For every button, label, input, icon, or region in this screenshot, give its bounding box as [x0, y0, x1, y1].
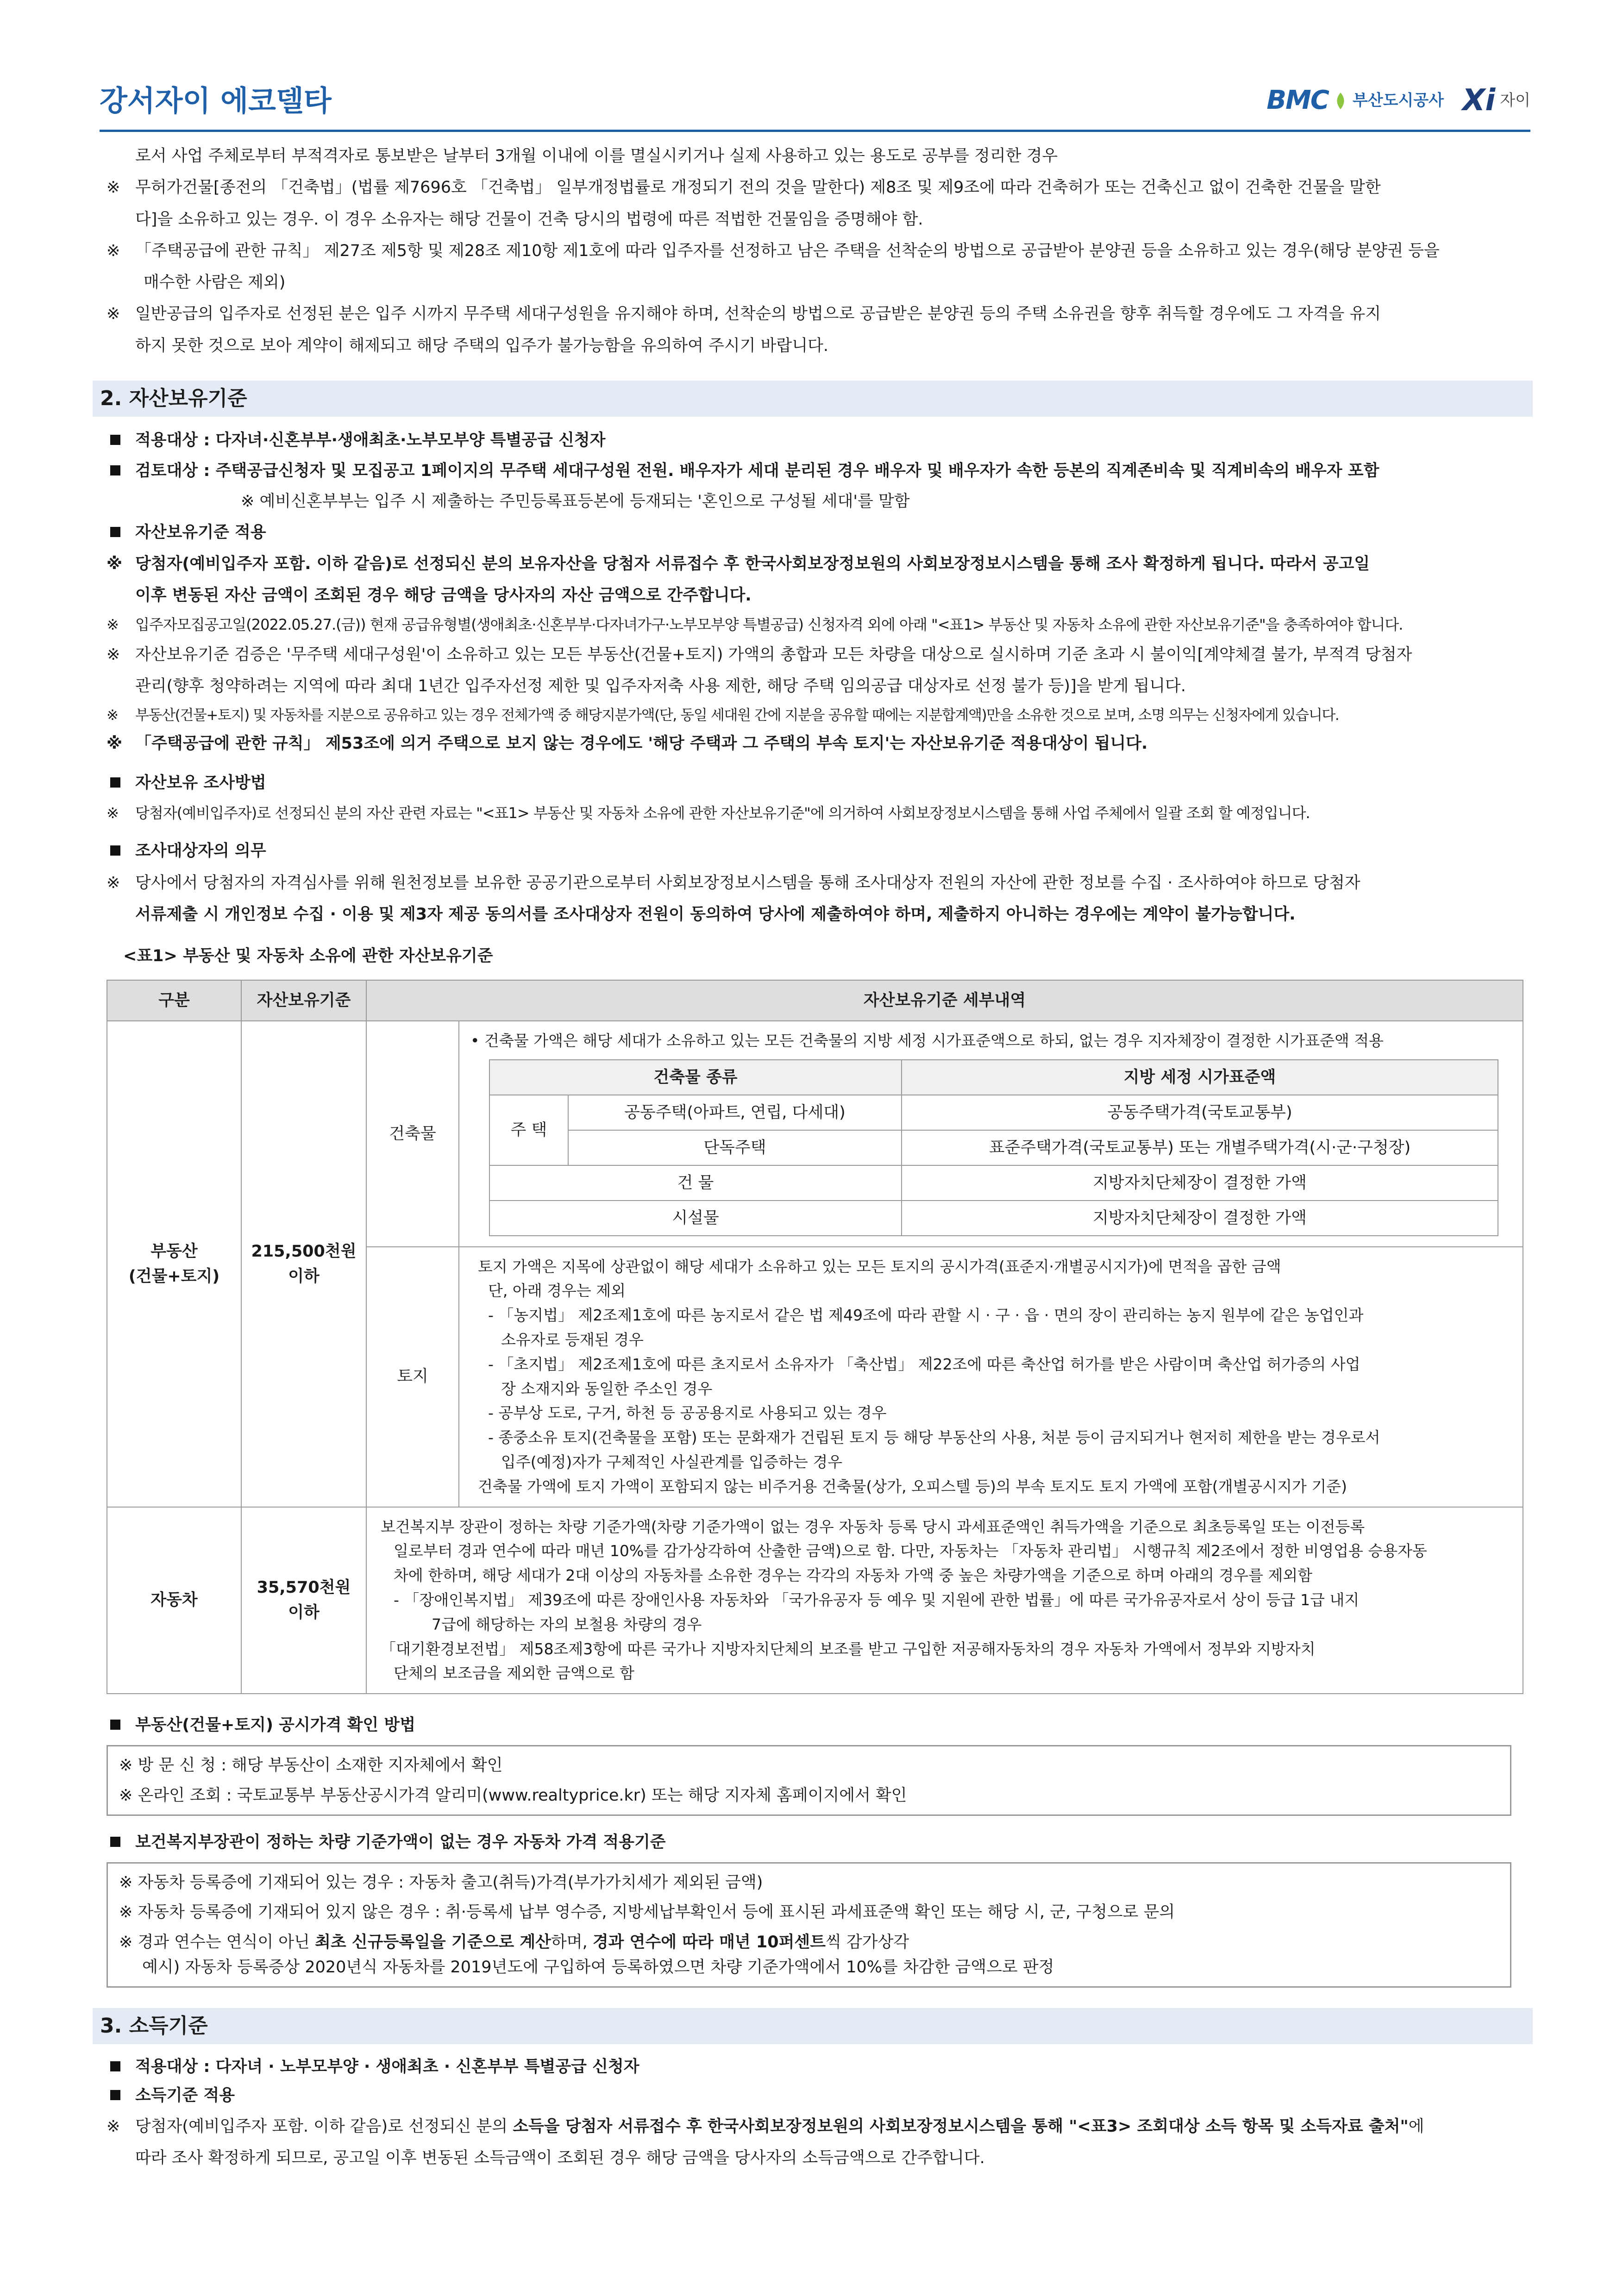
bmc-logo-text: BMC — [1266, 85, 1328, 116]
land-detail: 토지 가액은 지목에 상관없이 해당 세대가 소유하고 있는 모든 토지의 공시가격(표준지·개별공시지가)에 면적을 곱한 금액 단, 아래 경우는 제외 - 「농지법」 제2조제1호에 따른 농지로서 같은 법 제49조에 따라 관할 시 · 구 · 읍 · 면의 장이 관리하는 농지 원부에 같은 농업인과 소유자로 등재된 경우 - 「초지법」 제2조제1호에 따른 초지로서 소유자가 「축산법」 제22조에 따른 축산업 허가를 받은 사람이며 축산업 허가증의 사업 장 소재지와 동일한 주소인 경우 - 공부상 도로, 구거, 하천 등 공공용지로 사용되고 있는 경우 - 종중소유 토지(건축물을 포함) 또는 문화재가 건립된 토지 등 해당 부동산의 사용, 처분 등이 금지되거나 현저히 제한을 받는 경우로서 입주(예정)자가 구체적인 사실관계를 입증하는 경우 건축물 가액에 토지 가액이 포함되지 않는 비주거용 건축물(상가, 오피스텔 등)의 부속 토지도 토지 가액에 포함(개별공시지가 기준) — [459, 1247, 1523, 1507]
car-standard: 35,570천원 이하 — [241, 1507, 366, 1694]
note-housing-rule: ※ 「주택공급에 관한 규칙」 제27조 제5항 및 제28조 제10항 제1호에 따라 입주자를 선정하고 남은 주택을 선착순의 방법으로 공급받아 분양권 등을 소유하고 있는 경우(해당 분양권 등을 매수한 사람은 제외) — [107, 241, 1440, 292]
bullet-duty: 조사대상자의 의무 — [107, 838, 1523, 863]
bullet-review: 검토대상 : 주택공급신청자 및 모집공고 1페이지의 무주택 세대구성원 전원. 배우자가 세대 분리된 경우 배우자 및 배우자가 속한 등본의 직계존비속 및 직계비속의 배우자 포함 — [107, 458, 1523, 483]
building-detail: • 건축물 가액은 해당 세대가 소유하고 있는 모든 건축물의 지방 세정 시가표준액으로 하되, 없는 경우 지자체장이 결정한 시가표준액 적용 건축물 종류 지방 세정 시가표준액 주 택 공동주택(아파트, 연립, 다세대) 공동주택가격(국토교통부) 단독주택 표준주택가격(국토교통부) 또는 개별주택가격(시·군·구청장) 건 물 지방자치단체장이 결정한 가액 시설물 지방자치단체장이 결정한 가액 — [459, 1021, 1523, 1246]
section-2-heading: 2. 자산보유기준 — [93, 381, 1533, 417]
square-bullet-icon — [110, 777, 120, 788]
bmc-logo-kr: 부산도시공사 — [1352, 91, 1444, 110]
intro-line: 로서 사업 주체로부터 부적격자로 통보받은 날부터 3개월 이내에 이를 멸실시키거나 실제 사용하고 있는 용도로 공부를 정리한 경우 — [135, 147, 1058, 165]
survey-note: ※ 당첨자(예비입주자)로 선정되신 분의 자산 관련 자료는 "<표1> 부동산 및 자동차 소유에 관한 자산보유기준"에 의거하여 사회보장정보시스템을 통해 사업 주체에서 일괄 조회 할 예정입니다. — [107, 804, 1310, 822]
bullet-car-price: 보건복지부장관이 정하는 차량 기준가액이 없는 경우 자동차 가격 적용기준 — [107, 1830, 1523, 1855]
bmc-logo — [1266, 81, 1444, 121]
real-estate-label: 부동산 (건물+토지) — [107, 1021, 241, 1507]
price-check-box: ※ 방 문 신 청 : 해당 부동산이 소재한 지자체에서 확인 ※ 온라인 조회 : 국토교통부 부동산공시가격 알리미(www.realtyprice.kr) 또는 해당 지자체 홈페이지에서 확인 — [107, 1745, 1511, 1816]
review-note: ※ 예비신혼부부는 입주 시 제출하는 주민등록표등본에 등재되는 '혼인으로 구성될 세대'를 말함 — [241, 492, 910, 511]
building-price-table: 건축물 종류 지방 세정 시가표준액 주 택 공동주택(아파트, 연립, 다세대) 공동주택가격(국토교통부) 단독주택 표준주택가격(국토교통부) 또는 개별주택가격(시·군·구청장) 건 물 지방자치단체장이 결정한 가액 시설물 지방자치단체장이 결정한 가액 — [489, 1059, 1498, 1236]
square-bullet-icon — [110, 2090, 120, 2100]
bullet-income-target: 적용대상 : 다자녀 · 노부모부양 · 생애최초 · 신혼부부 특별공급 신청자 — [107, 2054, 1523, 2079]
xi-logo — [1462, 78, 1530, 124]
bullet-survey-method: 자산보유 조사방법 — [107, 770, 1523, 795]
xi-logo-kr: 자이 — [1500, 91, 1530, 110]
asset-note-2: ※ 입주자모집공고일(2022.05.27.(금)) 현재 공급유형별(생애최초·신혼부부·다자녀가구·노부모부양 특별공급) 신청자격 외에 아래 "<표1> 부동산 및 자동차 소유에 관한 자산보유기준"을 충족하여야 합니다. — [107, 616, 1403, 634]
bullet-asset-apply: 자산보유기준 적용 — [107, 520, 1523, 545]
bullet-price-check: 부동산(건물+토지) 공시가격 확인 방법 — [107, 1713, 1523, 1738]
asset-note-5: ※ 「주택공급에 관한 규칙」 제53조에 의거 주택으로 보지 않는 경우에도 '해당 주택과 그 주택의 부속 토지'는 자산보유기준 적용대상이 됩니다. — [107, 734, 1148, 753]
page-title: 강서자이 에코델타 — [100, 84, 332, 118]
asset-note-1: ※ 당첨자(예비입주자 포함. 이하 같음)로 선정되신 분의 보유자산을 당첨자 서류접수 후 한국사회보장정보원의 사회보장정보시스템을 통해 조사 확정하게 됩니다. 따라서 공고일 이후 변동된 자산 금액이 조회된 경우 해당 금액을 당사자의 자산 금액으로 간주합니다. — [107, 554, 1370, 605]
section-3-heading: 3. 소득기준 — [93, 2008, 1533, 2044]
th-standard: 자산보유기준 — [241, 980, 366, 1021]
asset-standard-table — [107, 980, 1523, 1694]
table-1-title: <표1> 부동산 및 자동차 소유에 관한 자산보유기준 — [123, 947, 493, 966]
square-bullet-icon — [110, 1720, 120, 1730]
duty-note: ※ 당사에서 당첨자의 자격심사를 위해 원천정보를 보유한 공공기관으로부터 사회보장정보시스템을 통해 조사대상자 전원의 자산에 관한 정보를 수집 · 조사하여야 하므로 당첨자 서류제출 시 개인정보 수집 · 이용 및 제3자 제공 동의서를 조사대상자 전원이 동의하여 당사에 제출하여야 하며, 제출하지 아니하는 경우에는 계약이 불가능합니다. — [107, 873, 1360, 924]
header-rule — [100, 130, 1530, 132]
square-bullet-icon — [110, 527, 120, 537]
square-bullet-icon — [110, 435, 120, 445]
leaf-icon — [1332, 91, 1349, 111]
note-unlicensed-building: ※ 무허가건물[종전의 「건축법」(법률 제7696호 「건축법」 일부개정법률로 개정되기 전의 것을 말한다) 제8조 및 제9조에 따라 건축허가 또는 건축신고 없이 건축한 건물을 말한 다]을 소유하고 있는 경우. 이 경우 소유자는 해당 건물이 건축 당시의 법령에 따른 적법한 건물임을 증명해야 함. — [107, 178, 1381, 229]
square-bullet-icon — [110, 465, 120, 475]
square-bullet-icon — [110, 1837, 120, 1847]
content — [100, 134, 1523, 2171]
real-estate-standard: 215,500천원 이하 — [241, 1021, 366, 1507]
header-logos — [1266, 78, 1530, 124]
square-bullet-icon — [110, 2061, 120, 2071]
car-detail: 보건복지부 장관이 정하는 차량 기준가액(차량 기준가액이 없는 경우 자동차 등록 당시 과세표준액인 취득가액을 기준으로 최초등록일 또는 이전등록 일로부터 경과 연수에 따라 매년 10%를 감가상각하여 산출한 금액)으로 함. 다만, 자동차는 「자동차 관리법」 시행규칙 제2조에서 정한 비영업용 승용자동 차에 한하며, 해당 세대가 2대 이상의 자동차를 소유한 경우는 각각의 자동차 가액 중 높은 차량가액을 기준으로 하며 아래의 경우를 제외함 - 「장애인복지법」 제39조에 따른 장애인사용 자동차와 「국가유공자 등 예우 및 지원에 관한 법률」에 따른 국가유공자로서 상이 등급 1급 내지 7급에 해당하는 자의 보철용 차량의 경우 「대기환경보전법」 제58조제3항에 따른 국가나 지방자치단체의 보조를 받고 구입한 저공해자동차의 경우 자동차 가액에서 정부와 지방자치 단체의 보조금을 제외한 금액으로 함 — [366, 1507, 1523, 1694]
square-bullet-icon — [110, 845, 120, 856]
car-label: 자동차 — [107, 1507, 241, 1694]
land-label: 토지 — [366, 1247, 459, 1507]
bullet-income-apply: 소득기준 적용 — [107, 2083, 1523, 2108]
car-price-box: ※ 자동차 등록증에 기재되어 있는 경우 : 자동차 출고(취득)가격(부가가치세가 제외된 금액) ※ 자동차 등록증에 기재되어 있지 않은 경우 : 취·등록세 납부 영수증, 지방세납부확인서 등에 표시된 과세표준액 확인 또는 해당 시, 군, 구청으로 문의 ※ 경과 연수는 연식이 아닌 최초 신규등록일을 기준으로 계산하며, 경과 연수에 따라 매년 10퍼센트씩 감가상각 예시) 자동차 등록증상 2020년식 자동차를 2019년도에 구입하여 등록하였으면 차량 기준가액에서 10%를 차감한 금액으로 판정 — [107, 1862, 1511, 1988]
asset-note-4: ※ 부동산(건물+토지) 및 자동차를 지분으로 공유하고 있는 경우 전체가액 중 해당지분가액(단, 동일 세대원 간에 지분을 공유할 때에는 지분합계액)만을 소유한 것으로 보며, 소명 의무는 신청자에게 있습니다. — [107, 707, 1339, 724]
th-type: 구분 — [107, 980, 241, 1021]
building-label: 건축물 — [366, 1021, 459, 1246]
page-header — [100, 74, 1530, 130]
xi-logo-text: Xi — [1462, 83, 1496, 118]
asset-note-3: ※ 자산보유기준 검증은 '무주택 세대구성원'이 소유하고 있는 모든 부동산(건물+토지) 가액의 총합과 모든 차량을 대상으로 실시하며 기준 초과 시 불이익[계약체결 불가, 부적격 당첨자 관리(향후 청약하려는 지역에 따라 최대 1년간 입주자선정 제한 및 입주자저축 사용 제한, 해당 주택 임의공급 대상자로 선정 불가 등)]을 받게 됩니다. — [107, 645, 1412, 696]
income-note: ※ 당첨자(예비입주자 포함. 이하 같음)로 선정되신 분의 소득을 당첨자 서류접수 후 한국사회보장정보원의 사회보장정보시스템을 통해 "<표3> 조회대상 소득 항목 및 소득자료 출처"에 따라 조사 확정하게 되므로, 공고일 이후 변동된 소득금액이 조회된 경우 해당 금액을 당사자의 소득금액으로 간주합니다. — [107, 2117, 1424, 2167]
th-detail: 자산보유기준 세부내역 — [366, 980, 1523, 1021]
bullet-target: 적용대상 : 다자녀·신혼부부·생애최초·노부모부양 특별공급 신청자 — [107, 428, 1523, 453]
note-general-supply: ※ 일반공급의 입주자로 선정된 분은 입주 시까지 무주택 세대구성원을 유지해야 하며, 선착순의 방법으로 공급받은 분양권 등의 주택 소유권을 향후 취득할 경우에도 그 자격을 유지 하지 못한 것으로 보아 계약이 해제되고 해당 주택의 입주가 불가능함을 유의하여 주시기 바랍니다. — [107, 305, 1381, 355]
